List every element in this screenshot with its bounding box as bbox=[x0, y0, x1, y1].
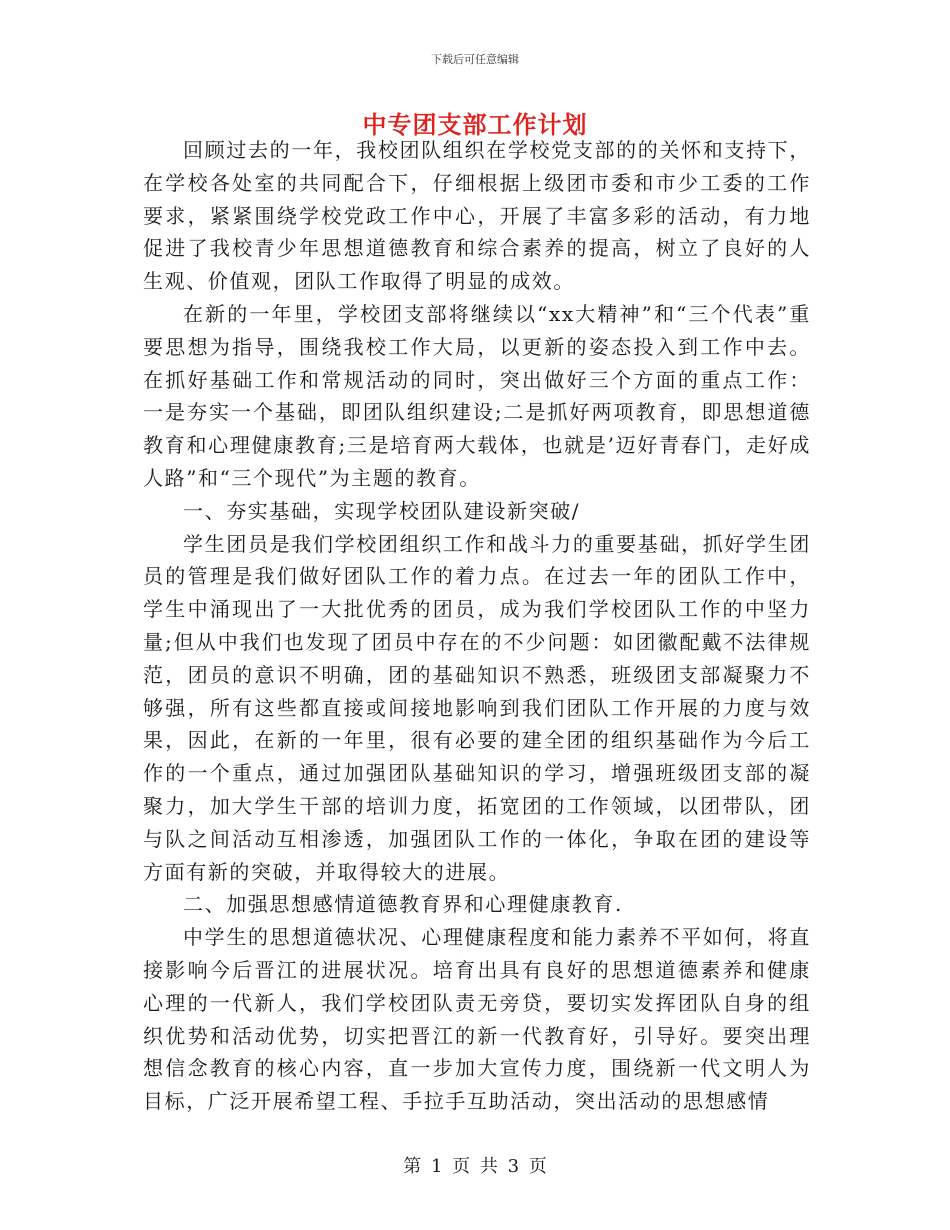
paragraph-section-1: 学生团员是我们学校团组织工作和战斗力的重要基础，抓好学生团员的管理是我们做好团队工作的着力点。在过去一年的团队工作中，学生中涌现出了一大批优秀的团员，成为我们学校团队工作的中坚力量;但从中我们也发现了团员中存在的不少问题：如团徽配戴不法律规范，团员的意识不明确，团的基础知识不熟悉，班级团支部凝聚力不够强，所有这些都直接或间接地影响到我们团队工作开展的力度与效果，因此，在新的一年里，很有必要的建全团的组织基础作为今后工作的一个重点，通过加强团队基础知识的学习，增强班级团支部的凝聚力，加大学生干部的培训力度，拓宽团的工作领域，以团带队，团与队之间活动互相渗透，加强团队工作的一体化，争取在团的建设等方面有新的突破，并取得较大的进展。 bbox=[143, 531, 811, 884]
paragraph-review: 回顾过去的一年，我校团队组织在学校党支部的的关怀和支持下，在学校各处室的共同配合下，仔细根据上级团市委和市少工委的工作要求，紧紧围绕学校党政工作中心，开展了丰富多彩的活动，有力地促进了我校青少年思想道德教育和综合素养的提高，树立了良好的人生观、价值观，团队工作取得了明显的成效。 bbox=[143, 138, 811, 294]
document-body bbox=[143, 134, 811, 1118]
header-note: 下载后可任意编辑 bbox=[431, 53, 519, 66]
section-heading-2: 二、加强思想感情道德教育界和心理健康教育. bbox=[183, 892, 623, 917]
page-number: 第 1 页 共 3 页 bbox=[403, 1156, 547, 1177]
paragraph-section-2: 中学生的思想道德状况、心理健康程度和能力素养不平如何，将直接影响今后晋江的进展状况。培育出具有良好的思想道德素养和健康心理的一代新人，我们学校团队责无旁贷，要切实发挥团队自身的组织优势和活动优势，切实把晋江的新一代教育好，引导好。要突出理想信念教育的核心内容，直一步加大宣传力度，围绕新一代文明人为目标，广泛开展希望工程、手拉手互助活动，突出活动的思想感情 bbox=[143, 925, 811, 1114]
paragraph-new-year: 在新的一年里，学校团支部将继续以“xx大精神”和“三个代表”重要思想为指导，围绕我校工作大局，以更新的姿态投入到工作中去。在抓好基础工作和常规活动的同时，突出做好三个方面的重点工作：一是夯实一个基础，即团队组织建设;二是抓好两项教育，即思想道德教育和心理健康教育;三是培育两大载体，也就是’迈好青春门，走好成人路”和“三个现代”为主题的教育。 bbox=[143, 301, 811, 490]
document-title: 中专团支部工作计划 bbox=[362, 110, 588, 139]
section-heading-1: 一、夯实基础，实现学校团队建设新突破/ bbox=[183, 498, 581, 523]
